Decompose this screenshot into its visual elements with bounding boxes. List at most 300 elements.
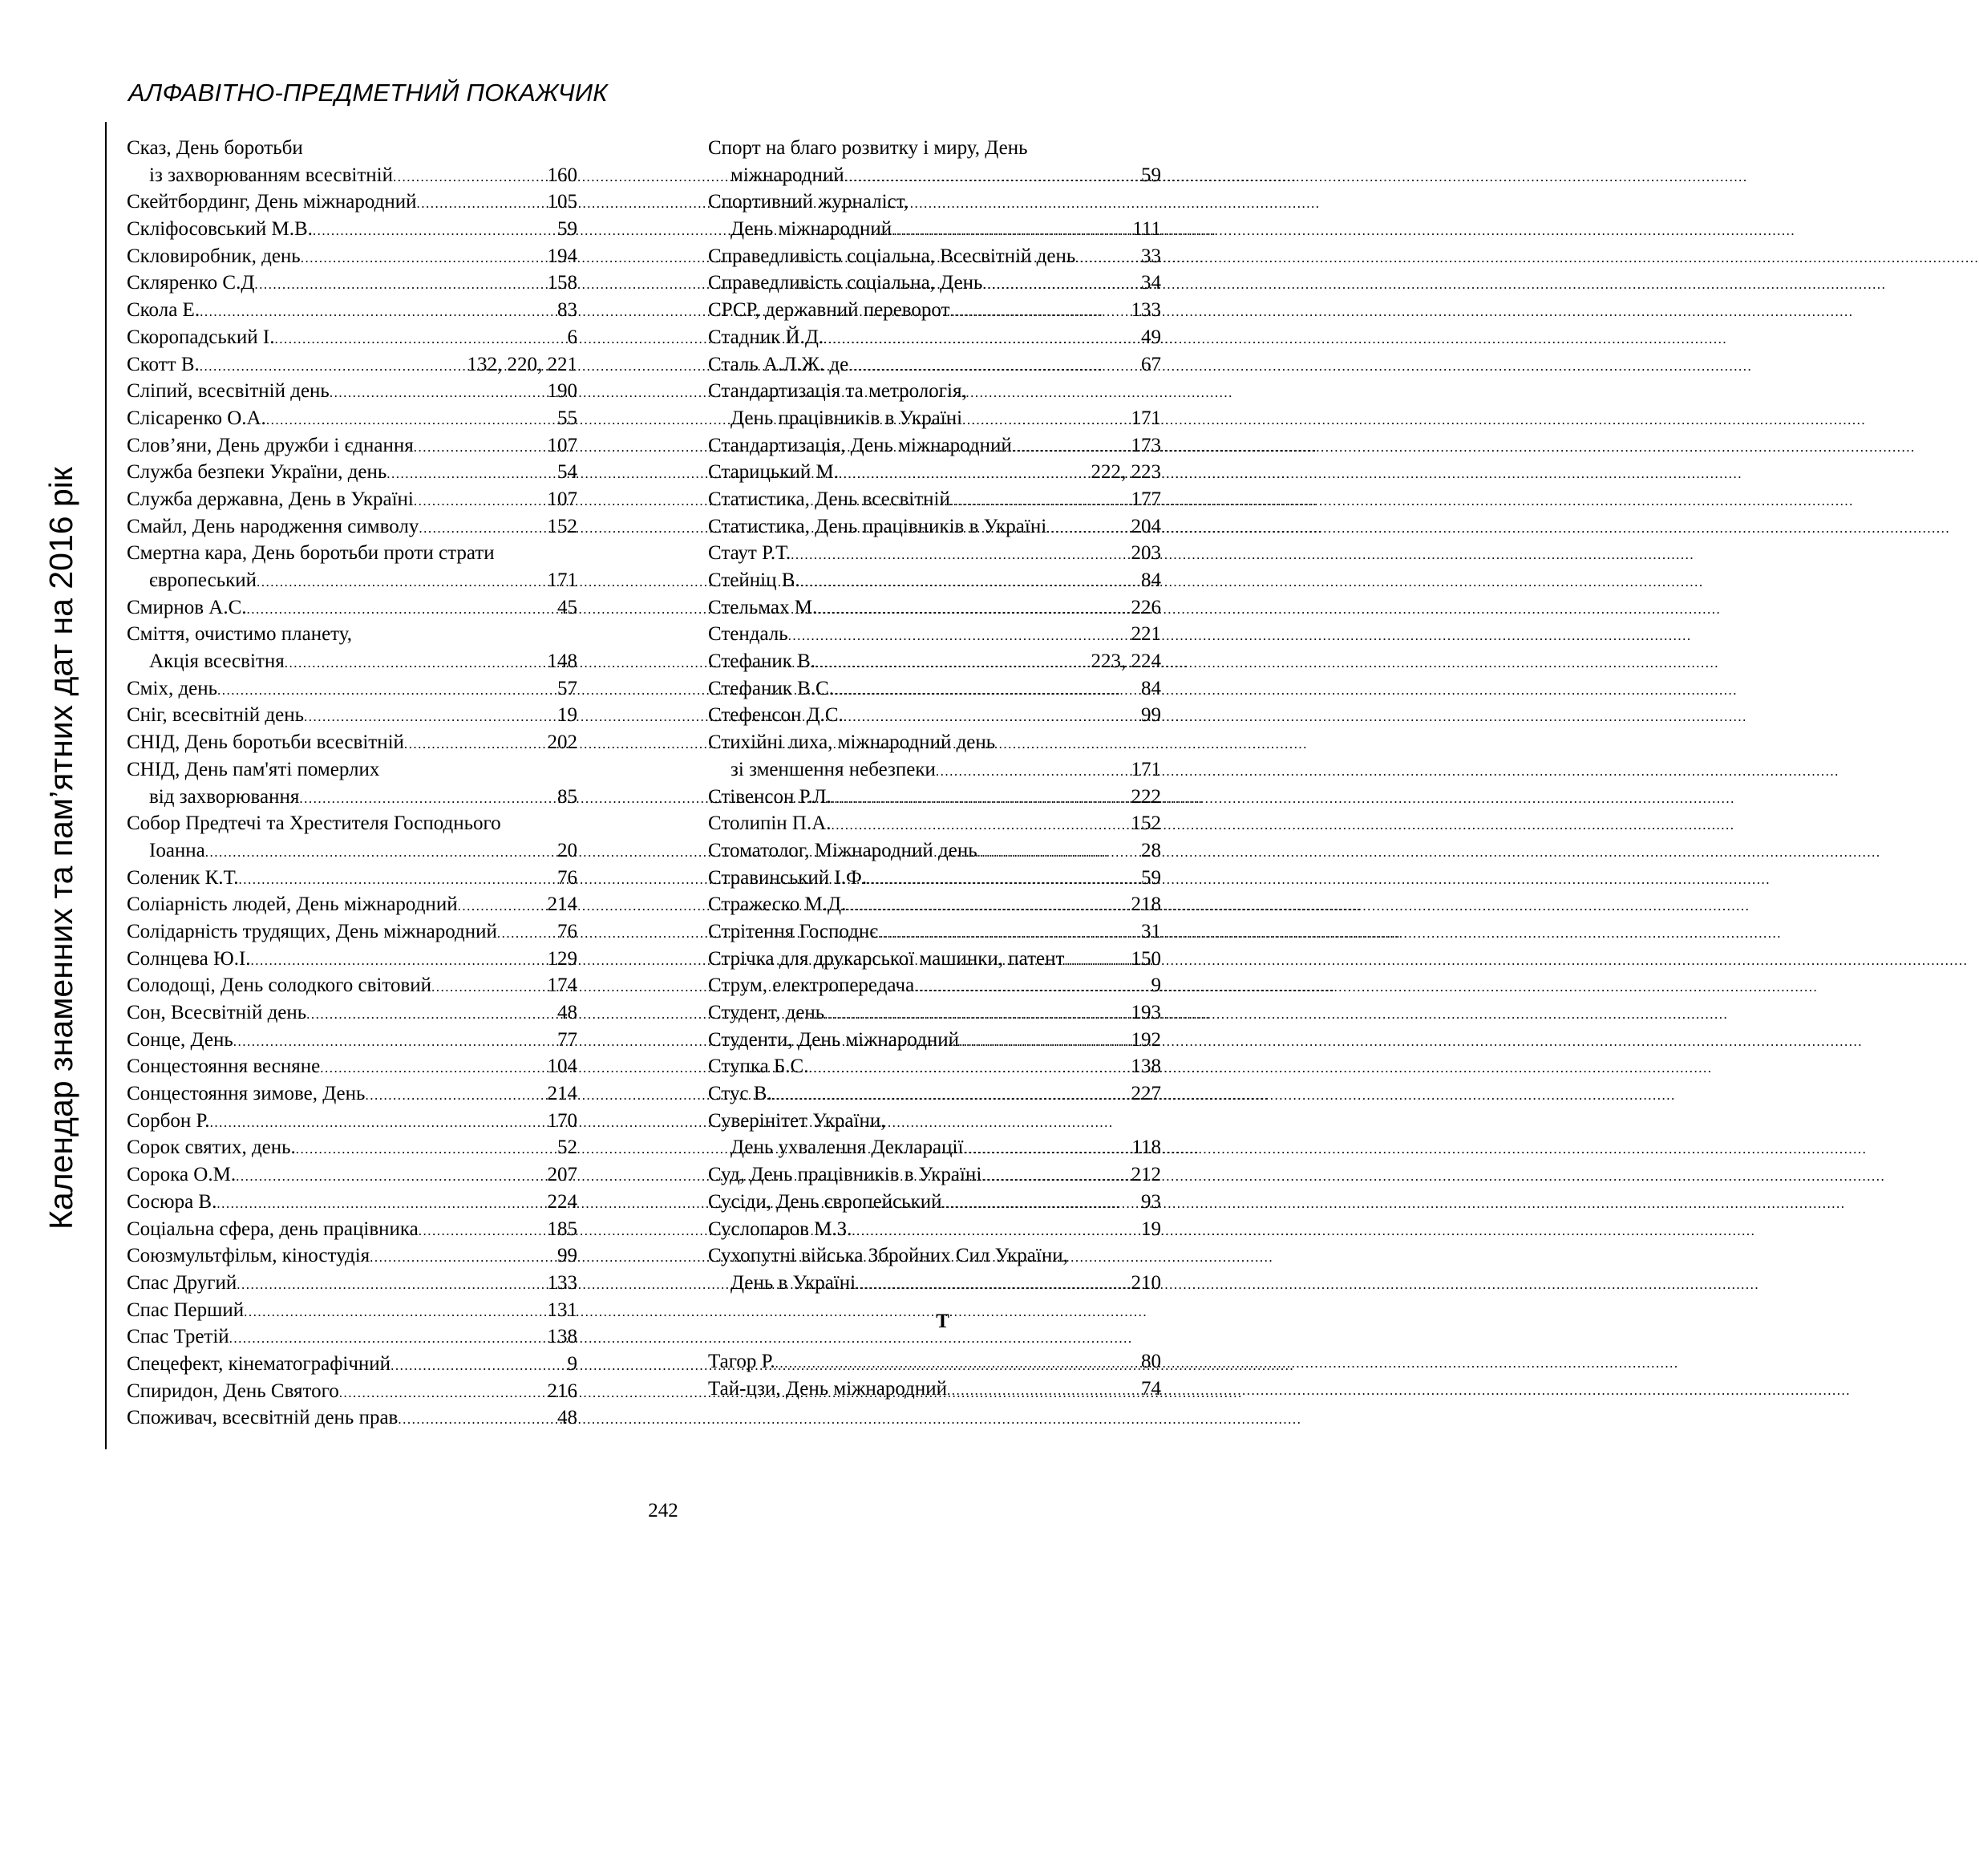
dot-leader	[370, 1244, 557, 1271]
dot-leader	[800, 569, 1141, 596]
dot-leader	[947, 1377, 1141, 1404]
index-entry	[127, 297, 577, 324]
index-entry	[127, 865, 577, 892]
entry-term: Стихійні лиха, міжнародний день	[708, 731, 996, 754]
dot-leader	[386, 460, 557, 488]
index-entry	[708, 1027, 1161, 1054]
dot-leader	[1046, 515, 1131, 542]
dot-leader	[817, 596, 1131, 623]
entry-term: Тагор Р.	[708, 1351, 775, 1373]
entry-page: 111	[1132, 218, 1161, 241]
entry-term: Скляренко С.Д	[127, 272, 255, 294]
entry-term: Смертна кара, День боротьби проти страти	[127, 542, 495, 565]
dot-leader	[458, 893, 548, 920]
dot-leader	[982, 271, 1141, 298]
index-entry	[127, 513, 577, 541]
dot-leader	[237, 1271, 547, 1299]
entry-page: 194	[547, 245, 577, 267]
dot-leader	[772, 1082, 1131, 1109]
index-entry	[127, 702, 577, 729]
entry-term: Сорбон Р.	[127, 1109, 210, 1132]
dot-leader	[791, 541, 1131, 569]
entry-term: Спас Другий	[127, 1271, 237, 1294]
entry-page: 129	[547, 947, 577, 970]
entry-page: 99	[1141, 704, 1161, 727]
index-entry	[708, 621, 1161, 648]
index-entry	[127, 918, 577, 946]
page-number: 242	[648, 1500, 678, 1521]
entry-term: Студент, день	[708, 1002, 825, 1023]
entry-page: 28	[1141, 839, 1161, 861]
entry-term: Сонцестояння зимове, День	[127, 1083, 366, 1105]
dot-leader	[878, 920, 1141, 947]
dot-leader	[832, 785, 1131, 812]
dot-leader	[419, 1218, 548, 1245]
dot-leader	[266, 407, 557, 434]
entry-term: міжнародний	[730, 164, 844, 186]
entry-page: 93	[1141, 1190, 1161, 1213]
entry-term: Служба державна, День в Україні	[127, 488, 414, 510]
entry-page: 76	[557, 866, 577, 889]
entry-term: Іоанна	[149, 839, 205, 861]
index-entry	[708, 999, 1161, 1027]
entry-term: Сорок святих, день.	[127, 1137, 296, 1159]
entry-term: Союзмультфільм, кіностудія	[127, 1245, 370, 1267]
entry-term: Стефенсон Д.С.	[708, 704, 844, 727]
entry-term: Сонце, День	[127, 1028, 233, 1051]
index-entry	[708, 1270, 1161, 1297]
entry-page: 57	[557, 677, 577, 699]
index-entry	[708, 188, 1161, 216]
dot-leader	[914, 974, 1151, 1001]
dot-leader	[867, 866, 1141, 893]
index-entry	[127, 1216, 577, 1243]
entry-term: Спецефект, кінематографічний	[127, 1352, 391, 1375]
entry-term: Старицький М.	[708, 461, 839, 484]
index-entry	[708, 162, 1161, 189]
entry-term: Спортивний журналіст,	[708, 191, 909, 213]
entry-page: 19	[557, 704, 577, 727]
index-entry	[708, 1216, 1161, 1243]
index-entry	[127, 1134, 577, 1161]
dot-leader	[936, 758, 1131, 785]
entry-term: Солідарність трудящих, День міжнародний	[127, 920, 497, 942]
entry-page: 170	[547, 1109, 577, 1132]
index-entry	[127, 756, 577, 784]
dot-leader	[330, 379, 548, 407]
entry-page: 221	[1131, 623, 1161, 646]
entry-term: Сонцестояння весняне	[127, 1056, 321, 1078]
dot-leader	[775, 1350, 1141, 1377]
entry-term: Стандартизація, День міжнародний	[708, 434, 1012, 456]
entry-term: європеський	[149, 569, 257, 591]
entry-page: 33	[1141, 245, 1161, 267]
entry-page: 80	[1141, 1351, 1161, 1373]
entry-term: Сталь А.Л.Ж. де	[708, 353, 849, 375]
index-entry	[127, 459, 577, 486]
entry-page: 105	[547, 191, 577, 213]
index-entry	[708, 1053, 1161, 1080]
entry-page: 207	[547, 1164, 577, 1186]
entry-term: Скола Е.	[127, 299, 200, 322]
dot-leader	[254, 271, 547, 298]
index-entry	[127, 1378, 577, 1405]
entry-page: 104	[547, 1056, 577, 1078]
dot-leader	[417, 190, 548, 217]
entry-page: 227	[1131, 1083, 1161, 1105]
index-entry	[708, 891, 1161, 918]
index-entry	[708, 837, 1161, 865]
entry-term: від захворювання	[149, 785, 300, 808]
index-entry	[127, 675, 577, 703]
entry-term: Соціальна сфера, день працівника	[127, 1218, 419, 1240]
entry-page: 210	[1131, 1271, 1161, 1294]
dot-leader	[844, 703, 1141, 731]
index-entry	[708, 297, 1161, 324]
dot-leader	[834, 677, 1141, 704]
entry-page: 31	[1141, 920, 1161, 942]
entry-term: Справедливість соціальна, День	[708, 272, 983, 294]
letter-heading: Т	[936, 1310, 949, 1332]
index-entry	[127, 837, 577, 865]
entry-page: 133	[1131, 299, 1161, 322]
dot-leader	[844, 164, 1141, 191]
entry-term: Смайл, День народження символу	[127, 515, 419, 537]
entry-term: Сосюра В.	[127, 1190, 217, 1213]
index-entry	[708, 784, 1161, 811]
dot-leader	[815, 650, 1091, 677]
entry-term: Солодощі, День солодкого світовий	[127, 974, 432, 997]
entry-page: 19	[1141, 1218, 1161, 1240]
entry-term: Студенти, День міжнародний	[708, 1028, 960, 1051]
entry-term: Сухопутні війська Збройних Сил України,	[708, 1245, 1068, 1267]
entry-term: Стадник Й.Д.	[708, 326, 824, 348]
index-entry	[708, 405, 1161, 432]
index-entry	[127, 243, 577, 270]
entry-page: 138	[1131, 1056, 1161, 1078]
index-entry	[708, 972, 1161, 999]
index-entry	[127, 1108, 577, 1135]
dot-leader	[892, 217, 1132, 245]
dot-leader	[313, 217, 557, 245]
entry-term: Справедливість соціальна, Всесвітній день	[708, 245, 1076, 267]
entry-page: 118	[1131, 1137, 1161, 1159]
index-entry	[127, 405, 577, 432]
index-entry	[708, 459, 1161, 486]
index-entry	[708, 378, 1161, 405]
entry-page: 48	[557, 1407, 577, 1429]
index-entry	[127, 1242, 577, 1270]
index-entry	[127, 784, 577, 811]
dot-leader	[285, 650, 548, 677]
index-entry	[127, 1080, 577, 1108]
dot-leader	[244, 1299, 547, 1326]
entry-term: Скліфосовський М.В.	[127, 218, 313, 241]
entry-page: 214	[547, 893, 577, 916]
index-entry	[127, 378, 577, 405]
entry-page: 131	[547, 1299, 577, 1321]
entry-term: Стражеско М.Д.	[708, 893, 847, 916]
entry-term: Статистика, День працівників в Україні	[708, 515, 1047, 537]
dot-leader	[205, 839, 557, 866]
entry-term: Соліарність людей, День міжнародний	[127, 893, 458, 916]
entry-page: 20	[557, 839, 577, 861]
entry-page: 76	[557, 920, 577, 942]
index-entry	[708, 1376, 1161, 1403]
entry-page: 55	[557, 407, 577, 429]
entry-term: Собор Предтечі та Хрестителя Господнього	[127, 812, 501, 835]
entry-term: Ступка Б.С.	[708, 1056, 809, 1078]
dot-leader	[200, 353, 467, 380]
index-entry	[708, 918, 1161, 946]
entry-term: Сон, Всесвітній день	[127, 1002, 307, 1023]
entry-page: 212	[1131, 1164, 1161, 1186]
entry-term: Суслопаров М.З.	[708, 1218, 852, 1240]
entry-term: Тай-цзи, День міжнародний	[708, 1377, 948, 1400]
dot-leader	[391, 1352, 567, 1380]
dot-leader	[233, 1028, 557, 1056]
entry-term: Сміття, очистимо планету,	[127, 623, 353, 646]
entry-term: Суверінітет України,	[708, 1109, 886, 1132]
entry-term: Стефаник В.	[708, 650, 816, 673]
vertical-rule	[105, 122, 107, 1449]
dot-leader	[824, 326, 1141, 353]
entry-term: День ухвалення Декларації	[730, 1137, 964, 1159]
entry-page: 171	[547, 569, 577, 591]
entry-page: 77	[557, 1028, 577, 1051]
entry-page: 224	[547, 1190, 577, 1213]
entry-page: 9	[1151, 974, 1161, 997]
dot-leader	[941, 1190, 1141, 1218]
index-entry	[708, 540, 1161, 567]
dot-leader	[247, 596, 557, 623]
entry-term: Акція всесвітня	[149, 650, 285, 673]
entry-term: Слісаренко О.А.	[127, 407, 266, 429]
entry-page: 177	[1131, 488, 1161, 510]
entry-term: Стрічка для друкарської машинки, патент	[708, 947, 1065, 970]
entry-term: День міжнародний	[730, 218, 892, 241]
dot-leader	[832, 812, 1131, 839]
entry-term: Сусіди, День європейський	[708, 1190, 942, 1213]
entry-page: 9	[567, 1352, 577, 1375]
index-entry	[127, 540, 577, 567]
dot-leader	[856, 1271, 1131, 1299]
dot-leader	[419, 515, 547, 542]
entry-page: 222, 223	[1091, 461, 1161, 484]
dot-leader	[239, 866, 557, 893]
index-entry	[708, 324, 1161, 351]
dot-leader	[320, 1055, 547, 1082]
dot-leader	[824, 1001, 1131, 1028]
dot-leader	[217, 1190, 547, 1218]
dot-leader	[257, 569, 547, 596]
dot-leader	[959, 1028, 1131, 1056]
dot-leader	[431, 974, 547, 1001]
dot-leader	[339, 1380, 548, 1407]
dot-leader	[977, 839, 1141, 866]
entry-page: 83	[557, 299, 577, 322]
dot-leader	[296, 1136, 557, 1163]
entry-page: 171	[1131, 758, 1161, 780]
entry-page: 45	[557, 596, 577, 618]
index-entry	[708, 946, 1161, 973]
entry-page: 171	[1131, 407, 1161, 429]
dot-leader	[839, 460, 1091, 488]
dot-leader	[981, 1163, 1131, 1190]
entry-page: 173	[1131, 434, 1161, 456]
entry-page: 174	[547, 974, 577, 997]
entry-page: 138	[547, 1326, 577, 1348]
entry-term: Суд, День працівників в Україні	[708, 1164, 982, 1186]
entry-page: 202	[547, 731, 577, 754]
entry-page: 203	[1131, 542, 1161, 565]
index-entry	[708, 216, 1161, 243]
entry-page: 85	[557, 785, 577, 808]
index-entry	[708, 1242, 1161, 1270]
dot-leader	[414, 434, 548, 461]
entry-term: Сорока О.М.	[127, 1164, 237, 1186]
entry-page: 107	[547, 434, 577, 456]
index-entry	[127, 486, 577, 513]
dot-leader	[848, 353, 1141, 380]
entry-term: Статистика, День всесвітній	[708, 488, 950, 510]
index-entry	[127, 1027, 577, 1054]
index-entry	[708, 432, 1161, 460]
entry-term: Стоматолог, Міжнародний день	[708, 839, 977, 861]
index-entry	[127, 1323, 577, 1351]
entry-term: Спорт на благо розвитку і миру, День	[708, 137, 1028, 159]
dot-leader	[217, 677, 557, 704]
entry-page: 204	[1131, 515, 1161, 537]
dot-leader	[299, 785, 557, 812]
entry-page: 99	[557, 1245, 577, 1267]
entry-page: 107	[547, 488, 577, 510]
entry-term: Столипін П.А.	[708, 812, 832, 835]
entry-term: СРСР, державний переворот	[708, 299, 950, 322]
dot-leader	[306, 1001, 557, 1028]
index-entry	[708, 810, 1161, 837]
entry-term: Стейніц В.	[708, 569, 800, 591]
index-entry	[127, 135, 577, 162]
index-entry	[127, 621, 577, 648]
index-entry	[708, 1189, 1161, 1216]
dot-leader	[398, 1406, 557, 1433]
entry-page: 152	[1131, 812, 1161, 835]
index-entry	[708, 269, 1161, 297]
dot-leader	[1012, 434, 1131, 461]
dot-leader	[393, 164, 547, 191]
index-entry	[127, 1270, 577, 1297]
index-entry	[708, 1108, 1161, 1135]
index-entry	[708, 594, 1161, 622]
entry-term: СНІД, День пам'яті померлих	[127, 758, 380, 780]
index-entry	[127, 432, 577, 460]
entry-page: 49	[1141, 326, 1161, 348]
entry-page: 67	[1141, 353, 1161, 375]
dot-leader	[497, 920, 557, 947]
entry-term: Скоропадський І.	[127, 326, 275, 348]
index-entry	[127, 648, 577, 675]
index-entry	[708, 135, 1161, 162]
entry-term: Сказ, День боротьби	[127, 137, 303, 159]
index-entry	[708, 567, 1161, 594]
entry-page: 226	[1131, 596, 1161, 618]
entry-page: 48	[557, 1002, 577, 1023]
index-entry	[127, 594, 577, 622]
entry-term: Соленик К.Т.	[127, 866, 239, 889]
entry-page: 132, 220, 221	[467, 353, 577, 375]
entry-page: 148	[547, 650, 577, 673]
entry-term: День працівників в Україні	[730, 407, 963, 429]
index-entry	[708, 756, 1161, 784]
index-entry	[708, 351, 1161, 379]
entry-page: 150	[1131, 947, 1161, 970]
section-header: АЛФАВІТНО-ПРЕДМЕТНИЙ ПОКАЖЧИК	[128, 79, 608, 107]
entry-term: Стаут Р.Т.	[708, 542, 791, 565]
entry-term: Стівенсон Р.Л.	[708, 785, 832, 808]
index-entry	[708, 729, 1161, 756]
dot-leader	[210, 1109, 548, 1137]
entry-page: 152	[547, 515, 577, 537]
entry-term: СНІД, День боротьби всесвітній	[127, 731, 404, 754]
entry-page: 6	[567, 326, 577, 348]
entry-term: Спас Перший	[127, 1299, 245, 1321]
dot-leader	[251, 947, 548, 974]
dot-leader	[301, 245, 548, 272]
dot-leader	[200, 298, 557, 326]
entry-term: Стрітення Господнє	[708, 920, 879, 942]
entry-page: 133	[547, 1271, 577, 1294]
entry-page: 192	[1131, 1028, 1161, 1051]
index-entry	[708, 648, 1161, 675]
index-entry	[127, 1351, 577, 1378]
entry-page: 84	[1141, 569, 1161, 591]
entry-term: Скотт В.	[127, 353, 200, 375]
entry-term: День в Україні	[730, 1271, 856, 1294]
entry-page: 59	[1141, 164, 1161, 186]
entry-term: Слов’яни, День дружби і єднання	[127, 434, 414, 456]
dot-leader	[950, 488, 1131, 515]
entry-term: Сліпий, всесвітній день	[127, 380, 330, 403]
entry-term: Скейтбординг, День міжнародний	[127, 191, 417, 213]
entry-page: 84	[1141, 677, 1161, 699]
entry-page: 190	[547, 380, 577, 403]
index-entry	[708, 1348, 1161, 1376]
entry-page: 59	[557, 218, 577, 241]
index-entry	[708, 513, 1161, 541]
index-entry	[127, 269, 577, 297]
entry-term: Стельмах М.	[708, 596, 818, 618]
entry-page: 160	[547, 164, 577, 186]
entry-page: 34	[1141, 272, 1161, 294]
entry-term: Струм, електропередача	[708, 974, 915, 997]
entry-page: 59	[1141, 866, 1161, 889]
index-entry	[127, 1053, 577, 1080]
entry-term: Сміх, день	[127, 677, 218, 699]
dot-leader	[229, 1325, 548, 1352]
index-entry	[127, 567, 577, 594]
entry-term: Смирнов А.С.	[127, 596, 247, 618]
entry-term: Стандартизація та метрологія,	[708, 380, 967, 403]
dot-leader	[365, 1082, 547, 1109]
entry-page: 193	[1131, 1002, 1161, 1023]
index-entry	[127, 729, 577, 756]
entry-page: 158	[547, 272, 577, 294]
entry-term: Сніг, всесвітній день	[127, 704, 305, 727]
entry-term: Служба безпеки України, день	[127, 461, 387, 484]
index-entry	[127, 1189, 577, 1216]
entry-term: із захворюванням всесвітній	[149, 164, 394, 186]
